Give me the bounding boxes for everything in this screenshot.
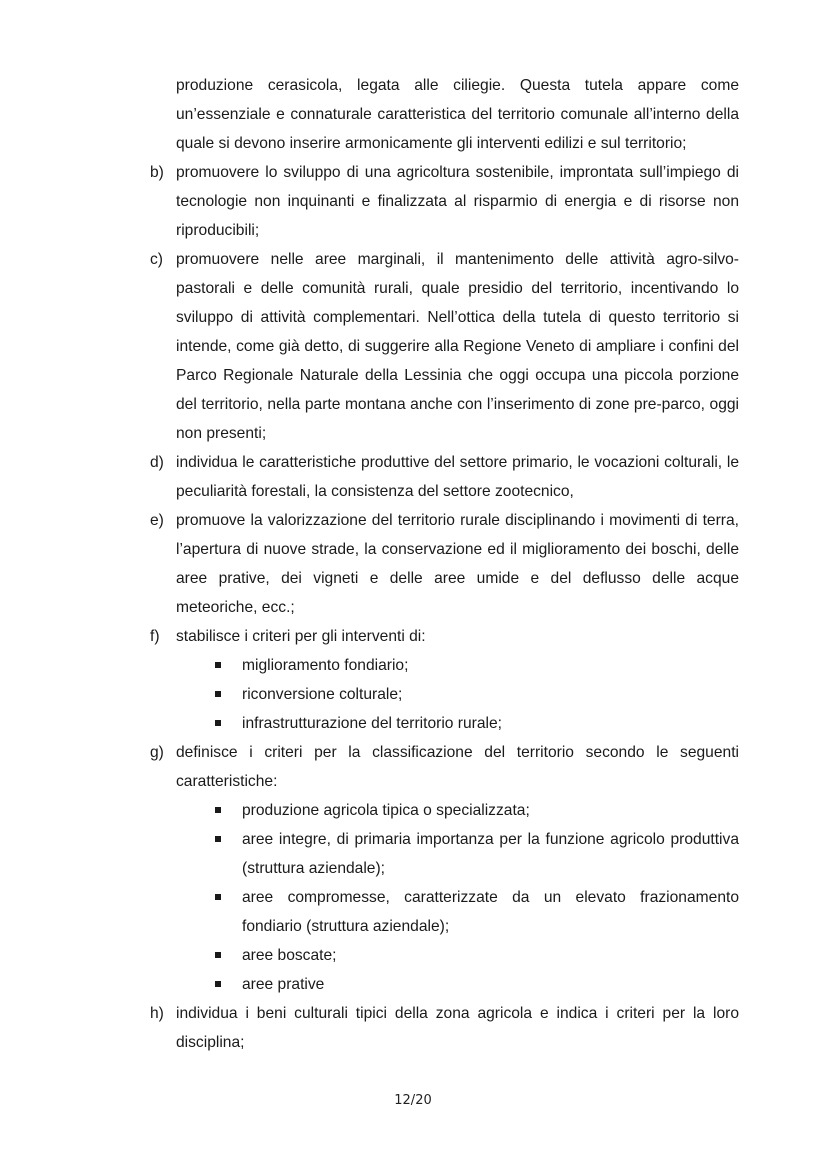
sub-list-item	[176, 796, 739, 825]
list-item-text: definisce i criteri per la classificazione del territorio secondo le seguenti caratteristiche:	[176, 744, 739, 790]
sub-list-item-text: riconversione colturale;	[242, 686, 403, 703]
list-item-text: individua i beni culturali tipici della zona agricola e indica i criteri per la loro disciplina;	[176, 1005, 739, 1051]
sub-list-item	[176, 709, 739, 738]
square-bullet-icon	[215, 894, 221, 900]
list-item-marker: h)	[150, 1005, 164, 1022]
sub-list-item-text: miglioramento fondiario;	[242, 657, 409, 674]
list-item-text: promuovere lo sviluppo di una agricoltura sostenibile, improntata sull’impiego di tecnologie non inquinanti e finalizzata al risparmio di energia e di risorse non riproducibili;	[176, 164, 739, 239]
square-bullet-icon	[215, 691, 221, 697]
sub-list-item-text: aree integre, di primaria importanza per la funzione agricolo produttiva (struttura aziendale);	[242, 831, 739, 877]
sub-list-item	[176, 651, 739, 680]
sub-list-item	[176, 680, 739, 709]
list-item	[150, 622, 739, 738]
list-item-text: promuovere nelle aree marginali, il mantenimento delle attività agro-silvo-pastorali e delle comunità rurali, quale presidio del territorio, incentivando lo sviluppo di attività complementari. Nell’ottica della tutela di questo territorio si intende, come già detto, di suggerire alla Regione Veneto di ampliare i confini del Parco Regionale Naturale della Lessinia che oggi occupa una piccola porzione del territorio, nella parte montana anche con l’inserimento di zone pre-parco, oggi non presenti;	[176, 251, 739, 442]
list-item-marker: b)	[150, 164, 164, 181]
list-item-text: stabilisce i criteri per gli interventi di:	[176, 628, 426, 645]
list-item	[150, 506, 739, 622]
square-bullet-icon	[215, 720, 221, 726]
list-item-text: individua le caratteristiche produttive del settore primario, le vocazioni colturali, le peculiarità forestali, la consistenza del settore zootecnico,	[176, 454, 739, 500]
list-item	[150, 245, 739, 448]
list-item-text: produzione cerasicola, legata alle ciliegie. Questa tutela appare come un’essenziale e connaturale caratteristica del territorio comunale all’interno della quale si devono inserire armonicamente gli interventi edilizi e sul territorio;	[176, 77, 739, 152]
list-item	[150, 71, 739, 158]
sub-list-item-text: aree prative	[242, 976, 325, 993]
document-body	[150, 71, 739, 1057]
square-bullet-icon	[215, 981, 221, 987]
list-item	[150, 738, 739, 999]
sub-list-item	[176, 825, 739, 883]
sub-list	[176, 796, 739, 999]
list-item	[150, 999, 739, 1057]
sub-list-item-text: produzione agricola tipica o specializzata;	[242, 802, 530, 819]
sub-list-item-text: aree boscate;	[242, 947, 337, 964]
list-item-marker: f)	[150, 628, 160, 645]
square-bullet-icon	[215, 662, 221, 668]
sub-list-item	[176, 970, 739, 999]
square-bullet-icon	[215, 952, 221, 958]
page-number: 12/20	[394, 1093, 432, 1108]
list-item	[150, 448, 739, 506]
list-item	[150, 158, 739, 245]
sub-list-item	[176, 883, 739, 941]
list-item-marker: e)	[150, 512, 164, 529]
sub-list-item-text: infrastrutturazione del territorio rurale;	[242, 715, 503, 732]
list-item-marker: c)	[150, 251, 163, 268]
list-item-text: promuove la valorizzazione del territorio rurale disciplinando i movimenti di terra, l’apertura di nuove strade, la conservazione ed il miglioramento dei boschi, delle aree prative, dei vigneti e delle aree umide e del deflusso delle acque meteoriche, ecc.;	[176, 512, 739, 616]
sub-list-item	[176, 941, 739, 970]
sub-list	[176, 651, 739, 738]
square-bullet-icon	[215, 807, 221, 813]
list-item-marker: g)	[150, 744, 164, 761]
list-item-marker: d)	[150, 454, 164, 471]
square-bullet-icon	[215, 836, 221, 842]
sub-list-item-text: aree compromesse, caratterizzate da un elevato frazionamento fondiario (struttura aziendale);	[242, 889, 739, 935]
